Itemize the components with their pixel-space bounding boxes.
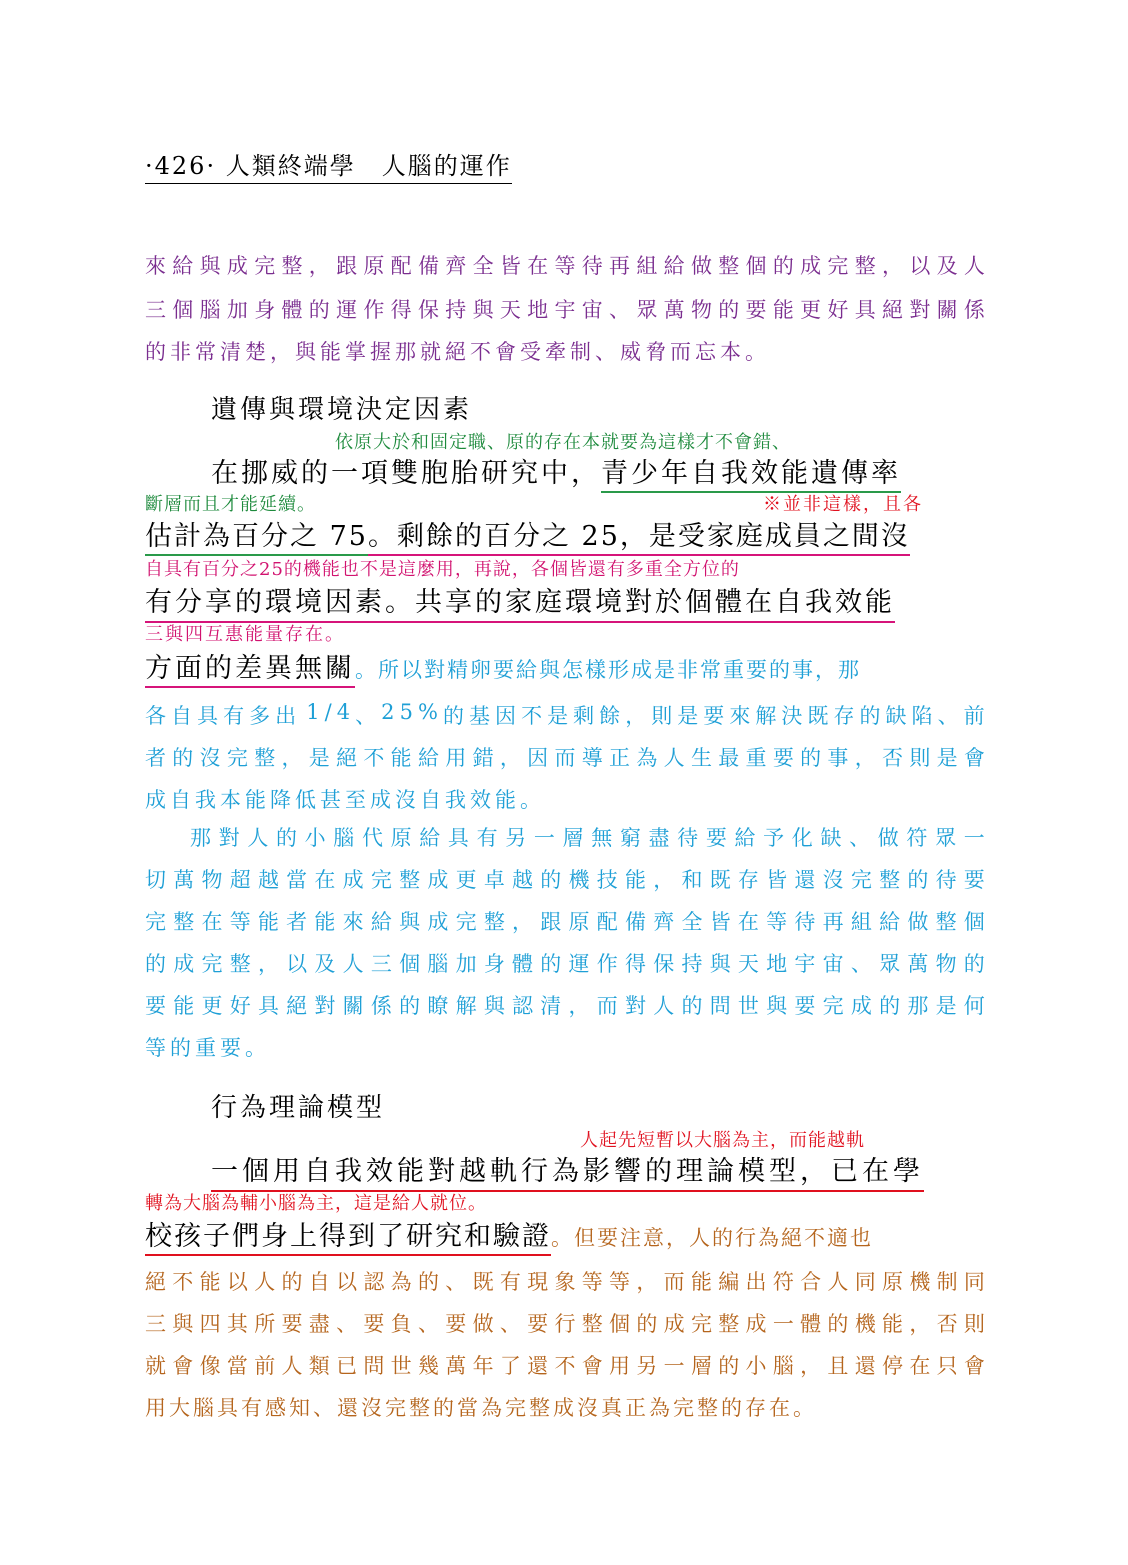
paragraph-line: 要 能 更 好 具 絕 對 關 係 的 瞭 解 與 認 清 ， 而 對 人 的 問 世 與 要 完 成 的 那 是 何 xyxy=(145,994,985,1018)
annotation-red: ※並非這樣，且各 xyxy=(763,494,923,515)
underlined-text: 估計為百分之 75 xyxy=(145,521,368,556)
paragraph-line: 絕 不 能 以 人 的 自 以 認 為 的 、 既 有 現 象 等 等 ， 而 能 編 出 符 合 人 同 原 機 制 同 xyxy=(145,1270,985,1294)
paragraph-line: 那 對 人 的 小 腦 代 原 給 具 有 另 一 層 無 窮 盡 待 要 給 予 化 缺 、 做 符 眾 一 xyxy=(190,826,985,850)
paragraph-line: 三 與 四 其 所 要 盡 、 要 負 、 要 做 、 要 行 整 個 的 成 完 整 成 一 體 的 機 能 ， 否 則 xyxy=(145,1312,985,1336)
underlined-text: 青少年自我效能遺傳率 xyxy=(601,458,901,493)
paragraph-line: 者 的 沒 完 整 ， 是 絕 不 能 給 用 錯 ， 因 而 導 正 為 人 生 最 重 要 的 事 ， 否 則 是 會 xyxy=(145,746,985,770)
main-text-line: 一個用自我效能對越軌行為影響的理論模型，已在學 xyxy=(211,1149,924,1192)
annotation-red: 轉為大腦為輔小腦為主，這是給人就位。 xyxy=(145,1193,487,1214)
underlined-text: 校孩子們身上得到了研究和驗證 xyxy=(145,1221,551,1256)
page-header: ·426· 人類終端學 人腦的運作 xyxy=(145,146,512,184)
main-text-line xyxy=(145,646,861,685)
paragraph-line: 各 自 具 有 多 出 1 / 4 、 2 5 % 的 基 因 不 是 剩 餘 ， 則 是 要 來 解 決 既 存 的 缺 陷 、 前 xyxy=(145,700,985,728)
annotation-brown: 。但要注意，人的行為絕不適也 xyxy=(551,1226,873,1250)
main-text-line: 有分享的環境因素。共享的家庭環境對於個體在自我效能 xyxy=(145,580,895,623)
paragraph-line: 用大腦具有感知、還沒完整的當為完整成沒真正為完整的存在。 xyxy=(145,1396,817,1420)
paragraph-line: 三 個 腦 加 身 體 的 運 作 得 保 持 與 天 地 宇 宙 、 眾 萬 物 的 要 能 更 好 具 絕 對 關 係 xyxy=(145,298,985,322)
main-text-line xyxy=(145,1214,873,1253)
paragraph-line: 的 成 完 整 ， 以 及 人 三 個 腦 加 身 體 的 運 作 得 保 持 與 天 地 宇 宙 、 眾 萬 物 的 xyxy=(145,952,985,976)
annotation-cyan: 。所以對精卵要給與怎樣形成是非常重要的事，那 xyxy=(355,658,861,682)
paragraph-line: 來 給 與 成 完 整 ， 跟 原 配 備 齊 全 皆 在 等 待 再 組 給 做 整 個 的 成 完 整 ， 以 及 人 xyxy=(145,254,985,278)
annotation-green: 依原大於和固定職、原的存在本就要為這樣才不會錯、 xyxy=(335,432,791,453)
paragraph-line: 完 整 在 等 能 者 能 來 給 與 成 完 整 ， 跟 原 配 備 齊 全 皆 在 等 待 再 組 給 做 整 個 xyxy=(145,910,985,934)
paragraph-line: 的非常清楚，與能掌握那就絕不會受牽制、威脅而忘本。 xyxy=(145,340,770,364)
paragraph-line: 切 萬 物 超 越 當 在 成 完 整 成 更 卓 越 的 機 技 能 ， 和 既 存 皆 還 沒 完 整 的 待 要 xyxy=(145,868,985,892)
main-text: 在挪威的一項雙胞胎研究中， xyxy=(211,458,601,489)
annotation-magenta: 三與四互惠能量存在。 xyxy=(145,624,345,645)
annotation-magenta: 自具有百分之25的機能也不是這麼用，再說，各個皆還有多重全方位的 xyxy=(145,559,740,580)
paragraph-line: 成自我本能降低甚至成沒自我效能。 xyxy=(145,788,545,812)
paragraph-line: 就 會 像 當 前 人 類 已 問 世 幾 萬 年 了 還 不 會 用 另 一 層 的 小 腦 ， 且 還 停 在 只 會 xyxy=(145,1354,985,1378)
section-heading: 遺傳與環境決定因素 xyxy=(211,395,473,425)
annotation-red: 人起先短暫以大腦為主，而能越軌 xyxy=(580,1130,865,1151)
annotation-green: 斷層而且才能延續。 xyxy=(145,494,316,515)
underlined-text: 方面的差異無關 xyxy=(145,653,355,688)
main-text-line xyxy=(145,514,910,553)
paragraph-line: 等的重要。 xyxy=(145,1036,270,1060)
underlined-text: 。剩餘的百分之 25，是受家庭成員之間沒 xyxy=(368,521,910,556)
main-text-line xyxy=(211,451,901,490)
section-heading: 行為理論模型 xyxy=(211,1093,386,1123)
